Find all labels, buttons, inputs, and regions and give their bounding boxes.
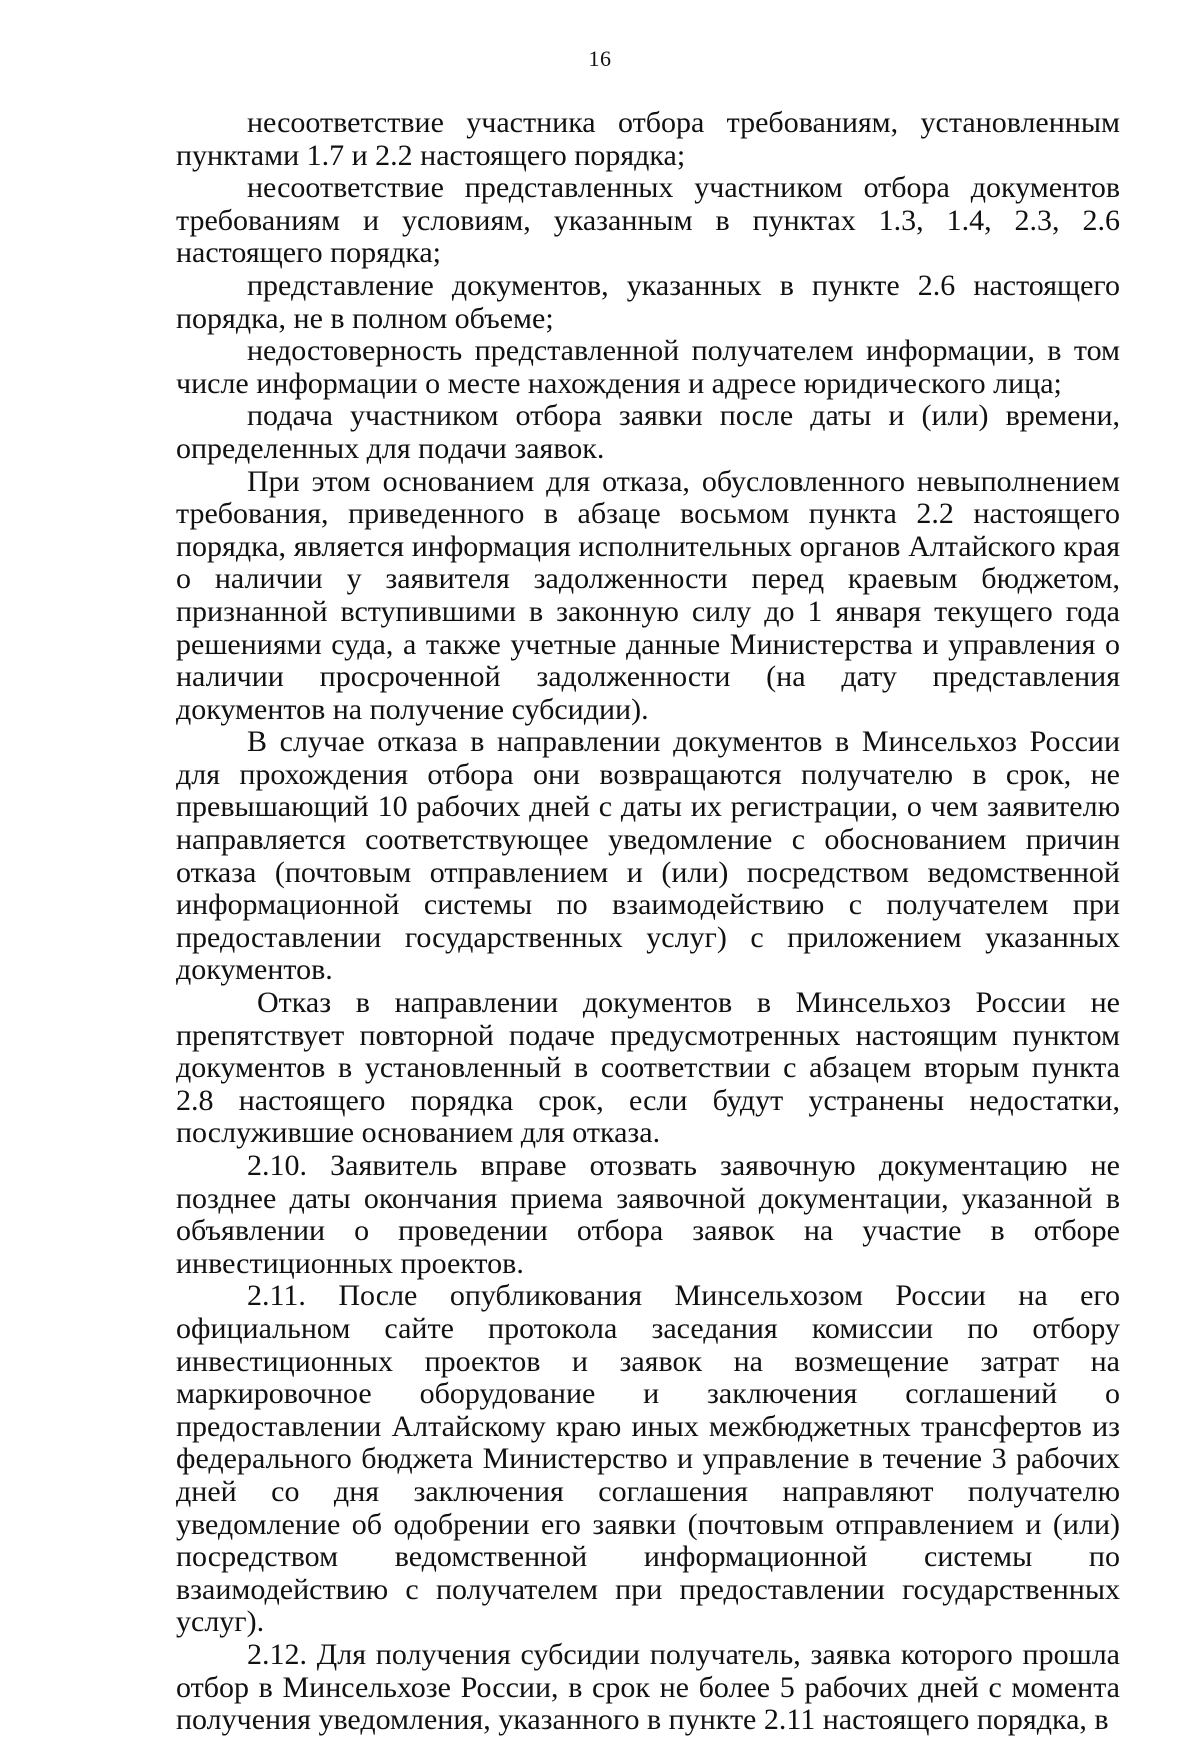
document-body xyxy=(176,107,1120,1737)
paragraph-criterion-late-submission: подача участником отбора заявки после даты и (или) времени, определенных для подачи заявок. xyxy=(176,399,1120,465)
paragraph-criterion-false-info: недостоверность представленной получателем информации, в том числе информации о месте нахождения и адресе юридического лица; xyxy=(176,334,1120,400)
paragraph-criterion-documents: несоответствие представленных участником отбора документов требованиям и условиям, указанным в пунктах 1.3, 1.4, 2.3, 2.6 настоящего порядка; xyxy=(176,171,1120,270)
paragraph-criterion-eligibility: несоответствие участника отбора требованиям, установленным пунктами 1.7 и 2.2 настоящего порядка; xyxy=(176,106,1120,172)
paragraph-2-11: 2.11. После опубликования Минсельхозом России на его официальном сайте протокола заседания комиссии по отбору инвестиционных проектов и заявок на возмещение затрат на маркировочное оборудование и заключения соглашений о предоставлении Алтайскому краю иных межбюджетных трансфертов из федерального бюджета Министерство и управление в течение 3 рабочих дней со дня заключения соглашения направляют получателю уведомление об одобрении его заявки (почтовым отправлением и (или) посредством ведомственной информационной системы по взаимодействию с получателем при предоставлении государственных услуг). xyxy=(176,1279,1120,1639)
paragraph-criterion-incomplete: представление документов, указанных в пункте 2.6 настоящего порядка, не в полном объеме; xyxy=(176,268,1120,335)
page-number: 16 xyxy=(588,46,612,71)
paragraph-resubmission: Отказ в направлении документов в Минсельхоз России не препятствует повторной подаче предусмотренных настоящим пунктом документов в установленный в соответствии с абзацем вторым пункта 2.8 настоящего порядка срок, если будут устранены недостатки, послужившие основанием для отказа. xyxy=(176,986,1120,1150)
paragraph-2-12: 2.12. Для получения субсидии получатель, заявка которого прошла отбор в Минсельхозе России, в срок не более 5 рабочих дней с момента получения уведомления, указанного в пункте 2.11 настоящего порядка, в xyxy=(176,1637,1120,1737)
paragraph-refusal-basis: При этом основанием для отказа, обусловленного невыполнением требования, приведенного в абзаце восьмом пункта 2.2 настоящего порядка, является информация исполнительных органов Алтайского края о наличии у заявителя задолженности перед краевым бюджетом, признанной вступившими в законную силу до 1 января текущего года решениями суда, а также учетные данные Министерства и управления о наличии просроченной задолженности (на дату представления документов на получение субсидии). xyxy=(176,464,1120,726)
paragraph-refusal-return: В случае отказа в направлении документов в Минсельхоз России для прохождения отбора они возвращаются получателю в срок, не превышающий 10 рабочих дней с даты их регистрации, о чем заявителю направляется соответствующее уведомление с обоснованием причин отказа (почтовым отправлением и (или) посредством ведомственной информационной системы по взаимодействию с получателем при предоставлении государственных услуг) с приложением указанных документов. xyxy=(176,725,1120,987)
paragraph-2-10: 2.10. Заявитель вправе отозвать заявочную документацию не позднее даты окончания приема заявочной документации, указанной в объявлении о проведении отбора заявок на участие в отборе инвестиционных проектов. xyxy=(176,1149,1120,1280)
